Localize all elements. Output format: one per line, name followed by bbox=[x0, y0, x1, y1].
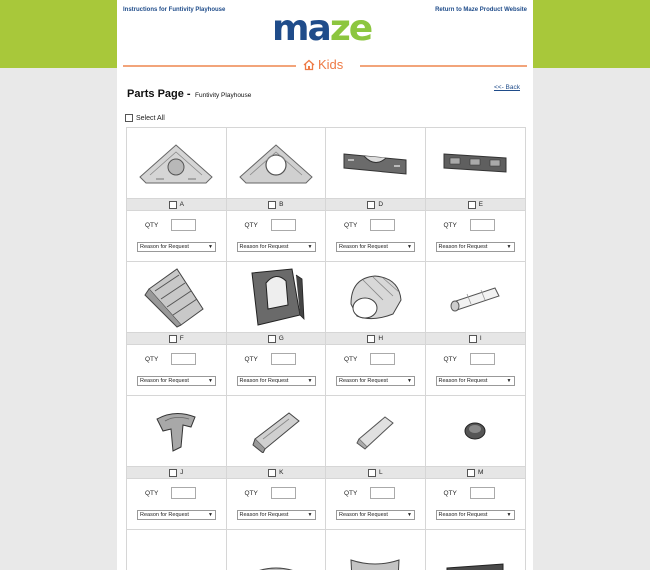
part-selector bbox=[127, 466, 226, 479]
beam-icon bbox=[249, 409, 303, 453]
chevron-down-icon: ▼ bbox=[307, 512, 313, 518]
chevron-down-icon: ▼ bbox=[208, 512, 213, 518]
part-image bbox=[227, 262, 326, 332]
title-subtitle: Funtivity Playhouse bbox=[195, 92, 252, 99]
dark-panel-icon bbox=[443, 560, 507, 570]
part-selector bbox=[227, 198, 326, 211]
part-image bbox=[127, 262, 226, 332]
maze-logo bbox=[272, 8, 382, 49]
chevron-down-icon: ▼ bbox=[407, 512, 412, 518]
reason-select-value: Reason for Request bbox=[140, 512, 189, 518]
part-letter: I bbox=[479, 335, 482, 342]
part-image bbox=[326, 262, 425, 332]
a-frame-gable-icon bbox=[136, 141, 216, 185]
part-request-area bbox=[227, 211, 326, 261]
part-selector bbox=[326, 198, 425, 211]
part-image bbox=[426, 128, 526, 198]
chevron-down-icon: ▼ bbox=[307, 244, 313, 250]
wall-panel-icon bbox=[340, 148, 410, 178]
reason-select[interactable] bbox=[137, 510, 216, 520]
part-checkbox[interactable] bbox=[268, 201, 276, 209]
part-card bbox=[227, 128, 327, 261]
round-cap-icon bbox=[463, 421, 487, 441]
reason-select-value: Reason for Request bbox=[339, 244, 388, 250]
wall-panel-icon bbox=[440, 148, 510, 178]
qty-label: QTY bbox=[244, 356, 258, 363]
parts-grid bbox=[126, 127, 526, 570]
qty-input[interactable] bbox=[271, 487, 296, 499]
part-letter: H bbox=[378, 335, 384, 342]
reason-select[interactable] bbox=[336, 242, 415, 252]
qty-label: QTY bbox=[443, 356, 457, 363]
page-title bbox=[127, 84, 251, 102]
divider-left bbox=[123, 65, 296, 67]
qty-label: QTY bbox=[344, 222, 358, 229]
part-checkbox[interactable] bbox=[469, 335, 477, 343]
instructions-link[interactable]: Instructions for Funtivity Playhouse bbox=[123, 7, 226, 13]
reason-select[interactable] bbox=[137, 242, 216, 252]
parts-row bbox=[127, 128, 525, 261]
part-letter: M bbox=[478, 469, 484, 476]
part-checkbox[interactable] bbox=[467, 469, 475, 477]
section-header bbox=[117, 56, 533, 76]
part-image bbox=[127, 530, 226, 570]
part-request-area bbox=[127, 211, 226, 261]
part-checkbox[interactable] bbox=[169, 201, 177, 209]
part-checkbox[interactable] bbox=[169, 469, 177, 477]
reason-select-value: Reason for Request bbox=[438, 378, 488, 384]
reason-select[interactable] bbox=[336, 376, 415, 386]
qty-label: QTY bbox=[344, 490, 358, 497]
part-image bbox=[426, 396, 526, 466]
part-selector bbox=[426, 332, 526, 345]
select-all[interactable] bbox=[125, 114, 165, 122]
part-image bbox=[326, 396, 425, 466]
tunnel-icon bbox=[343, 270, 407, 324]
part-checkbox[interactable] bbox=[367, 201, 375, 209]
part-checkbox[interactable] bbox=[368, 469, 376, 477]
qty-label: QTY bbox=[145, 356, 159, 363]
qty-input[interactable] bbox=[470, 487, 495, 499]
part-letter: D bbox=[378, 201, 384, 208]
part-card bbox=[227, 396, 327, 529]
part-request-area bbox=[127, 345, 226, 395]
title-main: Parts Page - bbox=[127, 88, 191, 100]
reason-select[interactable] bbox=[237, 510, 316, 520]
part-selector bbox=[326, 332, 425, 345]
part-request-area bbox=[127, 479, 226, 529]
part-card bbox=[227, 530, 327, 570]
reason-select-value: Reason for Request bbox=[339, 378, 388, 384]
reason-select-value: Reason for Request bbox=[140, 378, 189, 384]
logo-text-part1: ma bbox=[272, 8, 330, 49]
part-selector bbox=[127, 332, 226, 345]
tube-icon bbox=[445, 282, 505, 312]
qty-input[interactable] bbox=[271, 219, 296, 231]
a-frame-gable-icon bbox=[236, 141, 316, 185]
return-to-product-link[interactable]: Return to Maze Product Website bbox=[435, 7, 527, 13]
part-checkbox[interactable] bbox=[268, 335, 276, 343]
chevron-down-icon: ▼ bbox=[307, 378, 313, 384]
part-card bbox=[127, 530, 227, 570]
parts-row bbox=[127, 530, 525, 570]
qty-input[interactable] bbox=[171, 487, 196, 499]
part-request-area bbox=[426, 479, 526, 529]
part-letter: E bbox=[478, 201, 483, 208]
chevron-down-icon: ▼ bbox=[506, 378, 512, 384]
qty-label: QTY bbox=[443, 490, 457, 497]
reason-select[interactable] bbox=[436, 242, 515, 252]
part-card bbox=[426, 262, 526, 395]
qty-input[interactable] bbox=[370, 353, 395, 365]
part-letter: L bbox=[378, 469, 383, 476]
part-card bbox=[127, 128, 227, 261]
part-selector bbox=[326, 466, 425, 479]
part-selector bbox=[227, 332, 326, 345]
chevron-down-icon: ▼ bbox=[407, 244, 412, 250]
reason-select-value: Reason for Request bbox=[239, 244, 289, 250]
reason-select[interactable] bbox=[436, 376, 515, 386]
chevron-down-icon: ▼ bbox=[208, 378, 213, 384]
parts-row bbox=[127, 262, 525, 395]
qty-label: QTY bbox=[244, 222, 258, 229]
part-letter: K bbox=[279, 469, 284, 476]
reason-select[interactable] bbox=[237, 376, 316, 386]
part-checkbox[interactable] bbox=[169, 335, 177, 343]
part-letter: A bbox=[179, 201, 184, 208]
reason-select[interactable] bbox=[436, 510, 515, 520]
part-request-area bbox=[326, 479, 425, 529]
part-selector bbox=[426, 198, 526, 211]
qty-input[interactable] bbox=[470, 353, 495, 365]
qty-input[interactable] bbox=[171, 219, 196, 231]
part-request-area bbox=[426, 211, 526, 261]
part-card bbox=[426, 530, 526, 570]
section-label: Kids bbox=[318, 57, 344, 72]
reason-select-value: Reason for Request bbox=[438, 512, 488, 518]
part-request-area bbox=[426, 345, 526, 395]
part-letter: J bbox=[180, 469, 184, 476]
part-card bbox=[426, 128, 526, 261]
parts-row bbox=[127, 396, 525, 529]
reason-select-value: Reason for Request bbox=[438, 244, 488, 250]
part-selector bbox=[227, 466, 326, 479]
part-image bbox=[426, 530, 526, 570]
door-frame-icon bbox=[246, 265, 306, 329]
back-link[interactable]: <<- Back bbox=[493, 84, 520, 91]
house-icon bbox=[303, 59, 315, 71]
divider-right bbox=[360, 65, 527, 67]
select-all-checkbox[interactable] bbox=[125, 114, 133, 122]
reason-select[interactable] bbox=[137, 376, 216, 386]
part-card bbox=[127, 396, 227, 529]
part-checkbox[interactable] bbox=[367, 335, 375, 343]
part-request-area bbox=[227, 479, 326, 529]
part-image bbox=[227, 396, 326, 466]
part-card bbox=[426, 396, 526, 529]
qty-label: QTY bbox=[443, 222, 457, 229]
part-card bbox=[127, 262, 227, 395]
qty-label: QTY bbox=[145, 222, 159, 229]
part-request-area bbox=[227, 345, 326, 395]
part-request-area bbox=[326, 345, 425, 395]
qty-input[interactable] bbox=[271, 353, 296, 365]
qty-label: QTY bbox=[244, 490, 258, 497]
main-page bbox=[117, 0, 533, 570]
qty-input[interactable] bbox=[171, 353, 196, 365]
part-card bbox=[326, 128, 426, 261]
part-card bbox=[227, 262, 327, 395]
part-letter: G bbox=[278, 335, 284, 342]
part-image bbox=[326, 530, 425, 570]
rail-panel-icon bbox=[347, 556, 403, 570]
chevron-down-icon: ▼ bbox=[407, 378, 412, 384]
part-image bbox=[127, 396, 226, 466]
part-image bbox=[426, 262, 526, 332]
chevron-down-icon: ▼ bbox=[506, 244, 512, 250]
part-card bbox=[326, 396, 426, 529]
bracket-icon bbox=[151, 407, 201, 455]
part-letter: B bbox=[279, 201, 284, 208]
part-selector bbox=[127, 198, 226, 211]
reason-select[interactable] bbox=[336, 510, 415, 520]
qty-input[interactable] bbox=[370, 219, 395, 231]
reason-select-value: Reason for Request bbox=[140, 244, 189, 250]
part-card bbox=[326, 262, 426, 395]
slide-ramp-icon bbox=[141, 265, 211, 329]
logo-text-part2: ze bbox=[329, 8, 372, 49]
part-image bbox=[227, 530, 326, 570]
short-beam-icon bbox=[353, 411, 397, 451]
part-image bbox=[326, 128, 425, 198]
qty-label: QTY bbox=[344, 356, 358, 363]
part-request-area bbox=[326, 211, 425, 261]
qty-input[interactable] bbox=[470, 219, 495, 231]
rail-panel-icon bbox=[246, 560, 306, 570]
part-checkbox[interactable] bbox=[268, 469, 276, 477]
part-letter: F bbox=[179, 335, 184, 342]
qty-input[interactable] bbox=[370, 487, 395, 499]
reason-select-value: Reason for Request bbox=[239, 378, 289, 384]
qty-label: QTY bbox=[145, 490, 159, 497]
part-selector bbox=[426, 466, 526, 479]
part-image bbox=[227, 128, 326, 198]
part-card bbox=[326, 530, 426, 570]
chevron-down-icon: ▼ bbox=[208, 244, 213, 250]
select-all-label: Select All bbox=[136, 114, 165, 122]
part-checkbox[interactable] bbox=[468, 201, 476, 209]
chevron-down-icon: ▼ bbox=[506, 512, 512, 518]
reason-select[interactable] bbox=[237, 242, 316, 252]
reason-select-value: Reason for Request bbox=[339, 512, 388, 518]
part-image bbox=[127, 128, 226, 198]
reason-select-value: Reason for Request bbox=[239, 512, 289, 518]
